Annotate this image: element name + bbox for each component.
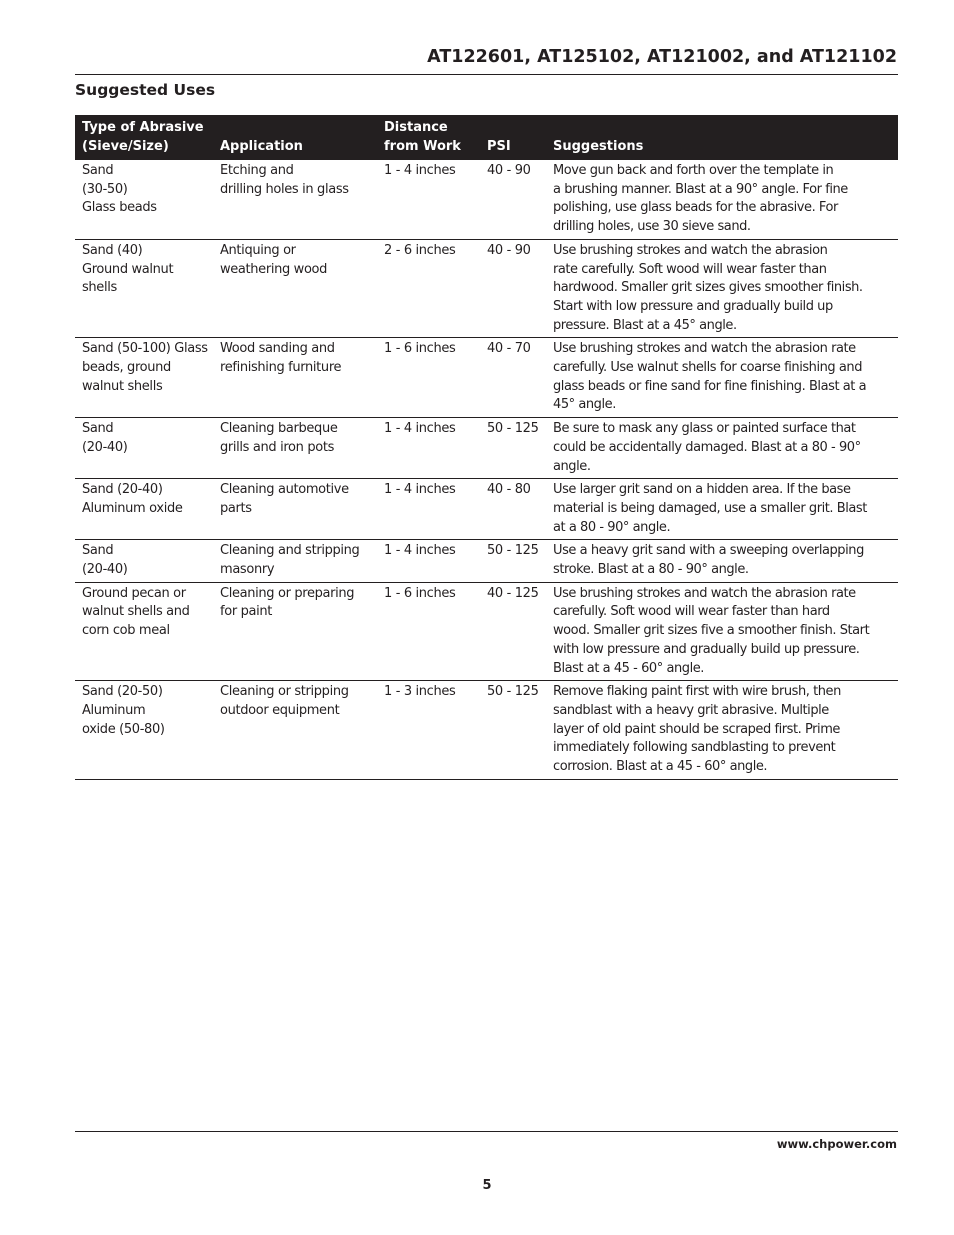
suggestions-cell: Use brushing strokes and watch the abrasion rate carefully. Use walnut shells for coarse finishing and glass beads or fine sand for fine finishing. Blast at a 45° angle.: [546, 338, 898, 418]
table-body: [75, 160, 898, 779]
psi-cell: 50 - 125: [480, 418, 546, 479]
psi-cell: 50 - 125: [480, 681, 546, 780]
distance-cell: 1 - 4 inches: [377, 160, 480, 239]
section-heading: Suggested Uses: [75, 81, 216, 99]
table-row: [75, 681, 898, 780]
distance-cell: 2 - 6 inches: [377, 239, 480, 338]
distance-cell: 1 - 6 inches: [377, 582, 480, 681]
application-cell: Wood sanding and refinishing furniture: [213, 338, 377, 418]
page-number: 5: [482, 1178, 492, 1193]
abrasive-cell: Sand (20-50) Aluminum oxide (50-80): [75, 681, 213, 780]
distance-cell: 1 - 4 inches: [377, 418, 480, 479]
abrasive-cell: Sand (30-50) Glass beads: [75, 160, 213, 239]
table-row: [75, 479, 898, 540]
table-row: [75, 239, 898, 338]
abrasive-cell: Sand (20-40) Aluminum oxide: [75, 479, 213, 540]
table-row: [75, 540, 898, 582]
suggestions-cell: Use brushing strokes and watch the abrasion rate carefully. Soft wood will wear faster than hard wood. Smaller grit sizes five a smoother finish. Start with low pressure and gradually build up pressure. Blast at a 45 - 60° angle.: [546, 582, 898, 681]
document-title: AT122601, AT125102, AT121002, and AT121102: [427, 47, 897, 67]
column-header-distance: Distance from Work: [377, 115, 480, 160]
psi-cell: 40 - 90: [480, 239, 546, 338]
abrasive-cell: Ground pecan or walnut shells and corn cob meal: [75, 582, 213, 681]
psi-cell: 40 - 90: [480, 160, 546, 239]
column-header-application: Application: [213, 115, 377, 160]
application-cell: Cleaning automotive parts: [213, 479, 377, 540]
suggestions-cell: Use a heavy grit sand with a sweeping overlapping stroke. Blast at a 80 - 90° angle.: [546, 540, 898, 582]
column-header-psi: PSI: [480, 115, 546, 160]
footer-divider: [75, 1131, 898, 1132]
table-row: [75, 338, 898, 418]
psi-cell: 40 - 125: [480, 582, 546, 681]
abrasive-cell: Sand (40) Ground walnut shells: [75, 239, 213, 338]
application-cell: Cleaning or stripping outdoor equipment: [213, 681, 377, 780]
footer-website: www.chpower.com: [776, 1137, 897, 1151]
table-row: [75, 582, 898, 681]
psi-cell: 40 - 70: [480, 338, 546, 418]
application-cell: Cleaning or preparing for paint: [213, 582, 377, 681]
application-cell: Antiquing or weathering wood: [213, 239, 377, 338]
distance-cell: 1 - 4 inches: [377, 540, 480, 582]
suggestions-cell: Use brushing strokes and watch the abrasion rate carefully. Soft wood will wear faster than hardwood. Smaller grit sizes gives smoother finish. Start with low pressure and gradually build up pressure. Blast at a 45° angle.: [546, 239, 898, 338]
distance-cell: 1 - 3 inches: [377, 681, 480, 780]
psi-cell: 50 - 125: [480, 540, 546, 582]
suggestions-cell: Remove flaking paint first with wire brush, then sandblast with a heavy grit abrasive. Multiple layer of old paint should be scraped first. Prime immediately following sandblasting to prevent corrosion. Blast at a 45 - 60° angle.: [546, 681, 898, 780]
suggested-uses-table: [75, 115, 898, 780]
abrasive-cell: Sand (20-40): [75, 418, 213, 479]
column-header-suggestions: Suggestions: [546, 115, 898, 160]
column-header-abrasive: Type of Abrasive (Sieve/Size): [75, 115, 213, 160]
header-row: [75, 115, 898, 160]
table-row: [75, 160, 898, 239]
application-cell: Cleaning barbeque grills and iron pots: [213, 418, 377, 479]
suggestions-cell: Use larger grit sand on a hidden area. If the base material is being damaged, use a smaller grit. Blast at a 80 - 90° angle.: [546, 479, 898, 540]
distance-cell: 1 - 4 inches: [377, 479, 480, 540]
table-header: [75, 115, 898, 160]
application-cell: Etching and drilling holes in glass: [213, 160, 377, 239]
distance-cell: 1 - 6 inches: [377, 338, 480, 418]
title-divider: [75, 74, 898, 75]
psi-cell: 40 - 80: [480, 479, 546, 540]
abrasive-cell: Sand (50-100) Glass beads, ground walnut shells: [75, 338, 213, 418]
application-cell: Cleaning and stripping masonry: [213, 540, 377, 582]
abrasive-cell: Sand (20-40): [75, 540, 213, 582]
suggestions-cell: Be sure to mask any glass or painted surface that could be accidentally damaged. Blast at a 80 - 90° angle.: [546, 418, 898, 479]
table-row: [75, 418, 898, 479]
suggestions-cell: Move gun back and forth over the template in a brushing manner. Blast at a 90° angle. For fine polishing, use glass beads for the abrasive. For drilling holes, use 30 sieve sand.: [546, 160, 898, 239]
